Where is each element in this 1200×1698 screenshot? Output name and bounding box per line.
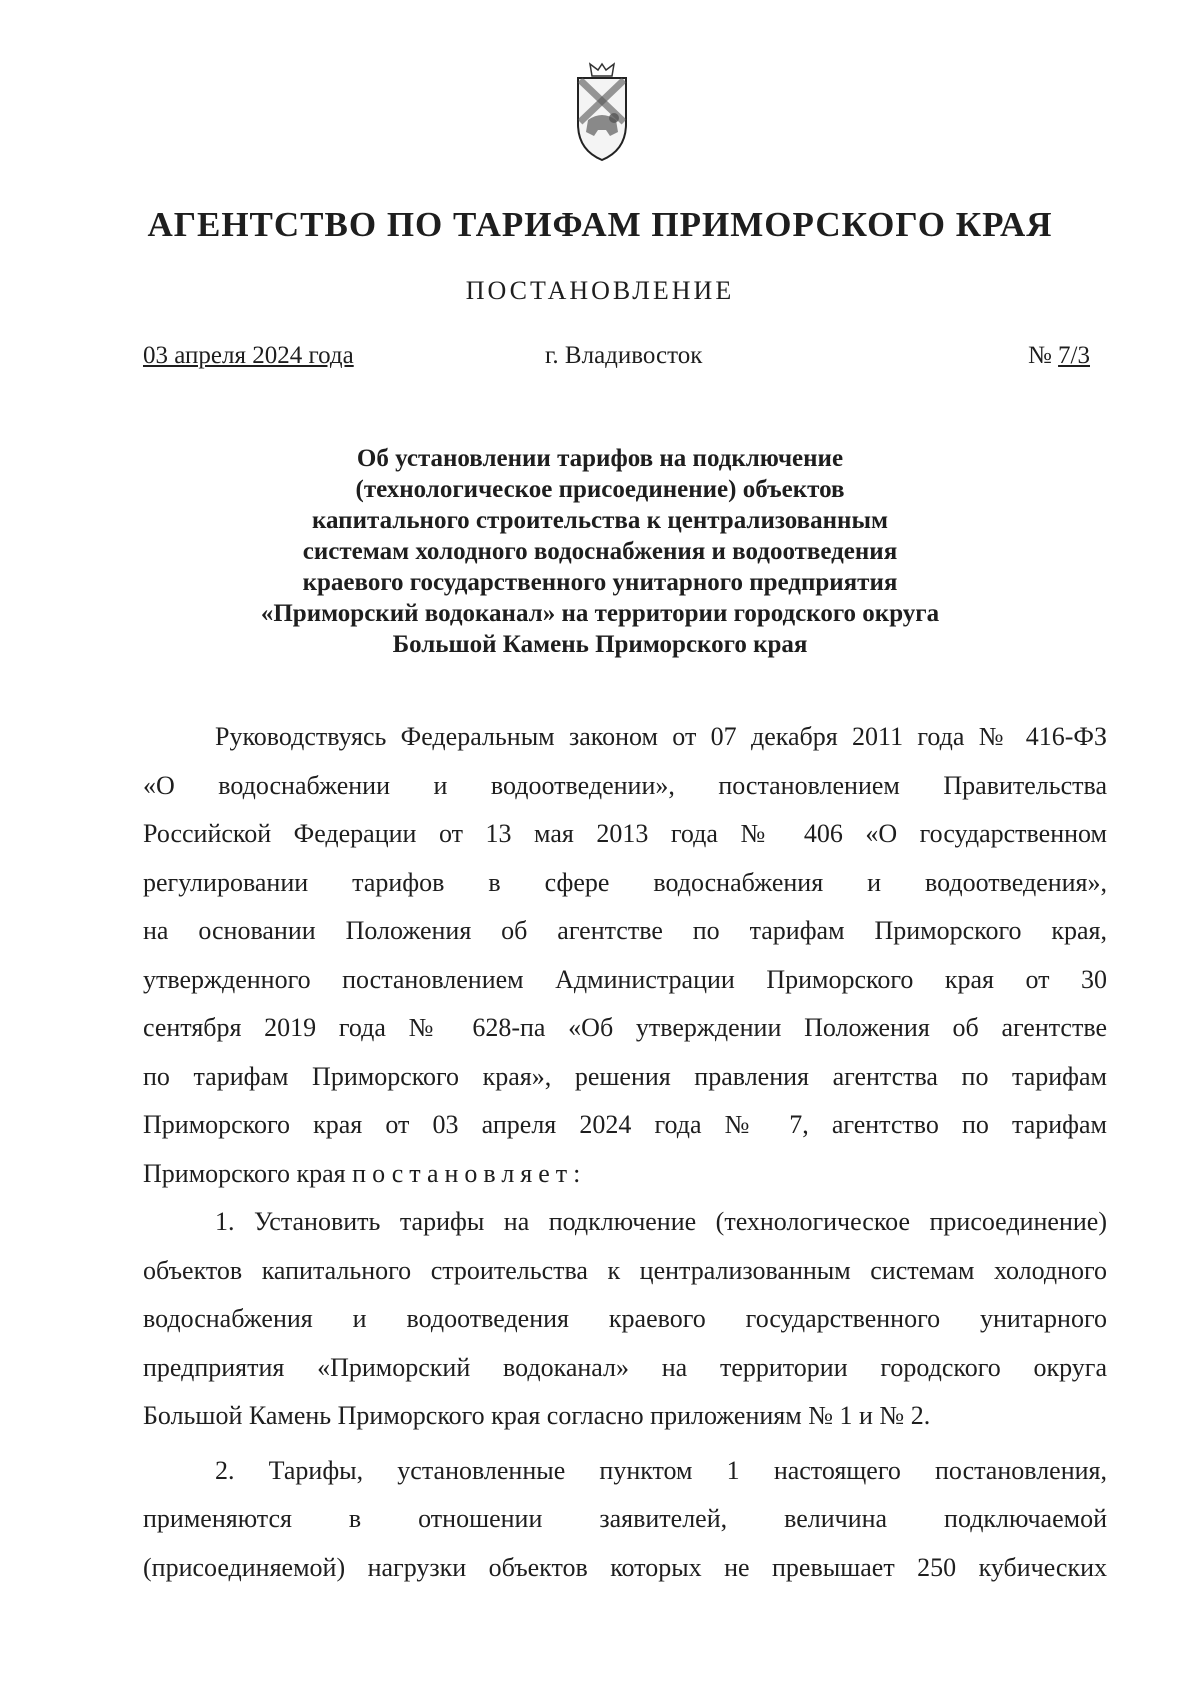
decree-colon: : — [573, 1158, 581, 1188]
document-number — [1028, 342, 1090, 370]
title-line: Об установлении тарифов на подключение — [356, 445, 844, 472]
title-line: Большой Камень Приморского края — [392, 631, 808, 658]
decree-word: постановляет — [352, 1158, 574, 1188]
body-line: Российской Федерации от 13 мая 2013 года № 406 «О государственном — [143, 819, 1107, 848]
document-body — [143, 720, 1107, 1599]
document-date: 03 апреля 2024 года — [143, 342, 354, 369]
body-line: «О водоснабжении и водоотведении», постановлением Правительства — [143, 770, 1107, 800]
body-line-decree — [143, 1157, 1107, 1206]
item-1-line: Большой Камень Приморского края согласно приложениям № 1 и № 2. — [143, 1401, 931, 1430]
item-2-line: 2. Тарифы, установленные пунктом 1 настоящего постановления, — [215, 1455, 1107, 1485]
body-line: Приморского края от 03 апреля 2024 года № 7, агентство по тарифам — [143, 1110, 1107, 1139]
agency-name: АГЕНТСТВО ПО ТАРИФАМ ПРИМОРСКОГО КРАЯ — [147, 205, 1053, 244]
item-1-line: водоснабжения и водоотведения краевого государственного унитарного — [143, 1304, 1107, 1333]
title-line: «Приморский водоканал» на территории городского округа — [260, 600, 940, 627]
body-line: на основании Положения об агентстве по тарифам Приморского края, — [143, 916, 1107, 945]
body-line: по тарифам Приморского края», решения правления агентства по тарифам — [143, 1061, 1107, 1091]
title-line: (технологическое присоединение) объектов — [355, 476, 845, 503]
body-line: регулировании тарифов в сфере водоснабжения и водоотведения», — [143, 867, 1107, 897]
title-line: капитального строительства к централизованным — [311, 507, 888, 534]
item-1-line: объектов капитального строительства к централизованным системам холодного — [143, 1255, 1107, 1285]
number-sign: № — [1027, 342, 1052, 369]
title-line: системам холодного водоснабжения и водоотведения — [302, 538, 898, 565]
preamble-end: Приморского края — [143, 1158, 353, 1188]
document-type: ПОСТАНОВЛЕНИЕ — [465, 276, 735, 305]
document-city: г. Владивосток — [545, 342, 703, 369]
item-1-line: предприятия «Приморский водоканал» на территории городского округа — [143, 1352, 1107, 1382]
document-title — [160, 443, 1040, 660]
item-2-line: (присоединяемой) нагрузки объектов которых не превышает 250 кубических — [143, 1552, 1107, 1582]
item-2-line: применяются в отношении заявителей, величина подключаемой — [143, 1504, 1107, 1533]
body-line: сентября 2019 года № 628-па «Об утверждении Положения об агентстве — [143, 1013, 1107, 1042]
item-1-line: 1. Установить тарифы на подключение (технологическое присоединение) — [215, 1207, 1107, 1236]
number-value: 7/3 — [1058, 342, 1090, 369]
coat-of-arms-emblem — [572, 62, 632, 162]
title-line: краевого государственного унитарного предприятия — [302, 569, 898, 596]
body-line: Руководствуясь Федеральным законом от 07 декабря 2011 года № 416-ФЗ — [215, 722, 1107, 751]
body-line: утвержденного постановлением Администрации Приморского края от 30 — [143, 964, 1107, 994]
